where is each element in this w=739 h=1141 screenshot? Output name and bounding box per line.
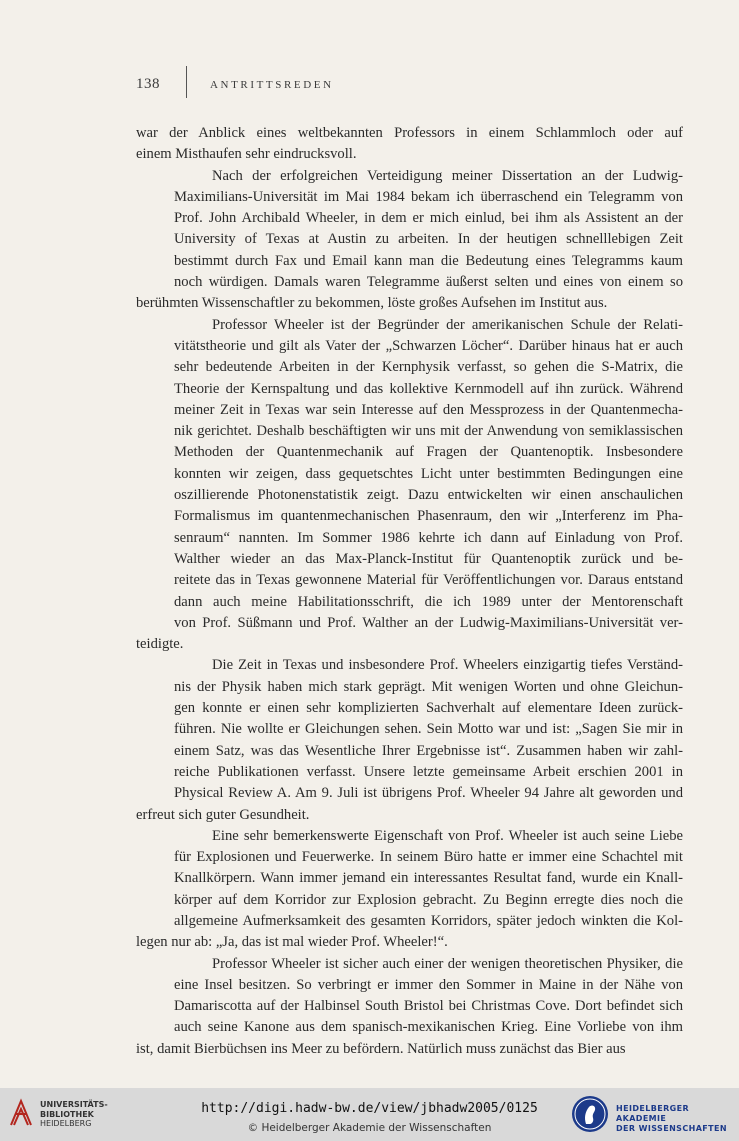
university-library-name: UNIVERSITÄTS- BIBLIOTHEK HEIDELBERG xyxy=(40,1100,108,1128)
section-title: ANTRITTSREDEN xyxy=(210,79,334,91)
text-line: bestimmt durch Fax und Email kann man die Bedeutung eines Telegramms kaum xyxy=(174,252,683,269)
text-line: Knallkörpern. Wann immer jemand ein interessantes Resultat fand, wurde ein Knall- xyxy=(174,870,683,887)
text-line: Methoden der Quantenmechanik auf Fragen der Quantenoptik. Insbesondere xyxy=(174,444,683,461)
text-line: Die Zeit in Texas und insbesondere Prof. Wheelers einzigartig tiefes Verständ- xyxy=(212,657,683,674)
text-line: auch seine Kanone aus dem spanisch-mexikanischen Krieg. Eine Vorliebe von ihm xyxy=(174,1019,683,1036)
text-line: oszillierende Photonenstatistik zeigt. Dazu entwickelten wir einen anschaulichen xyxy=(174,487,683,504)
text-line: allgemeine Aufmerksamkeit des gesamten Korridors, später jedoch winkten die Kol- xyxy=(174,912,683,929)
text-line: noch würdigen. Damals waren Telegramme äußerst selten und eines von einem so xyxy=(174,274,683,291)
text-line: für Explosionen und Feuerwerke. In seinem Büro hatte er immer eine Schachtel mit xyxy=(174,849,683,866)
text-line: war der Anblick eines weltbekannten Professors in einem Schlammloch oder auf xyxy=(136,125,683,141)
permalink-url[interactable]: http://digi.hadw-bw.de/view/jbhadw2005/0125 xyxy=(201,1101,538,1116)
paragraph xyxy=(136,655,683,825)
text-line: senraum“ nannten. Im Sommer 1986 kehrte ich dann auf Einladung von Prof. xyxy=(174,529,683,546)
text-line: nik gerichtet. Deshalb beschäftigten wir uns mit der Anwendung von semiklassischen xyxy=(174,423,683,440)
text-line: gen konnte er einen sehr komplizierten Sachverhalt auf elementare Ideen zurück- xyxy=(174,700,683,717)
text-line: reitete das in Texas gewonnene Material für Veröffentlichungen vor. Daraus entstand xyxy=(174,572,683,589)
page-number: 138 xyxy=(136,76,160,92)
footer-bar xyxy=(0,1088,739,1141)
academy-name: HEIDELBERGER AKADEMIE DER WISSENSCHAFTEN xyxy=(616,1104,727,1133)
body-text xyxy=(136,123,683,1060)
paragraph xyxy=(136,315,683,656)
text-line: eine Insel besitzen. So verbringt er immer den Sommer in Maine in der Nähe von xyxy=(174,976,683,993)
text-line: reiche Publikationen verfasst. Unsere letzte gemeinsame Arbeit erschien 2001 in xyxy=(174,763,683,780)
text-line: Eine sehr bemerkenswerte Eigenschaft von Prof. Wheeler ist auch seine Liebe xyxy=(212,827,683,844)
text-line: Nach der erfolgreichen Verteidigung meiner Dissertation an der Ludwig- xyxy=(212,167,683,184)
text-line: vitätstheorie und gilt als Vater der „Schwarzen Löcher“. Darüber hinaus hat er auch xyxy=(174,337,683,354)
text-line: von Prof. Süßmann und Prof. Walther an der Ludwig-Maximilians-Universität ver- xyxy=(174,614,683,631)
running-head-divider xyxy=(186,66,187,98)
text-line: konnten wir zeigen, dass gequetschtes Licht unter bestimmten Bedingungen eine xyxy=(174,465,683,482)
text-line: körper auf dem Korridor zur Explosion gebracht. Zu Beginn erregte dies noch die xyxy=(174,891,683,908)
text-line: meiner Zeit in Texas war sein Interesse auf den Messprozess in der Quantenmecha- xyxy=(174,401,683,418)
text-line: dann auch meine Habilitationsschrift, die ich 1989 unter der Mentorenschaft xyxy=(174,593,683,610)
text-line: führen. Nie wollte er Gleichungen sehen. Sein Motto war und ist: „Sagen Sie mir in xyxy=(174,721,683,738)
text-line: sehr bedeutende Arbeiten in der Kernphysik verfasst, so gehen die S-Matrix, die xyxy=(174,359,683,376)
text-line: erfreut sich guter Gesundheit. xyxy=(136,806,310,823)
text-line: Professor Wheeler ist der Begründer der amerikanischen Schule der Relati- xyxy=(212,316,683,333)
text-line: teidigte. xyxy=(136,636,184,653)
text-line: Prof. John Archibald Wheeler, in dem er mich einlud, bei ihm als Assistent an der xyxy=(174,210,683,227)
text-line: Walther wieder an das Max-Planck-Institut für Quantenoptik zurück und be- xyxy=(174,550,683,567)
text-line: University of Texas at Austin zu arbeiten. In der heutigen schnelllebigen Zeit xyxy=(174,231,683,248)
paragraph xyxy=(136,123,683,166)
copyright-notice: © Heidelberger Akademie der Wissenschaften xyxy=(247,1122,492,1134)
text-line: einem Misthaufen sehr eindrucksvoll. xyxy=(136,146,357,163)
text-line: einem Satz, was das Wesentliche Ihrer Ergebnisse ist“. Zusammen haben wir zahl- xyxy=(174,742,683,759)
paragraph xyxy=(136,954,683,1060)
text-line: Maximilians-Universität im Mai 1984 bekam ich überraschend ein Telegramm von xyxy=(174,188,683,205)
text-line: Professor Wheeler ist sicher auch einer der wenigen theoretischen Physiker, die xyxy=(212,955,683,972)
text-line: ist, damit Bierbüchsen ins Meer zu befördern. Natürlich muss zunächst das Bier aus xyxy=(136,1040,626,1057)
text-line: Damariscotta auf der Halbinsel South Bristol bei Christmas Cove. Dort befindet sich xyxy=(174,998,683,1015)
text-line: Formalismus im quantenmechanischen Phasenraum, den wir „Interferenz im Pha- xyxy=(174,508,683,525)
academy-seal-icon xyxy=(570,1094,610,1134)
text-line: Theorie der Kernspaltung und das kollektive Kernmodell auf ihn zurück. Während xyxy=(174,380,683,397)
text-line: berühmten Wissenschaftler zu bekommen, löste großes Aufsehen im Institut aus. xyxy=(136,295,608,312)
text-line: legen nur ab: „Ja, das ist mal wieder Prof. Wheeler!“. xyxy=(136,934,448,951)
paragraph xyxy=(136,166,683,315)
text-line: Physical Review A. Am 9. Juli ist übrigens Prof. Wheeler 94 Jahre alt geworden und xyxy=(174,785,683,802)
paragraph xyxy=(136,826,683,954)
text-line: nis der Physik haben mich stark geprägt. Mit wenigen Worten und ohne Gleichun- xyxy=(174,678,683,695)
